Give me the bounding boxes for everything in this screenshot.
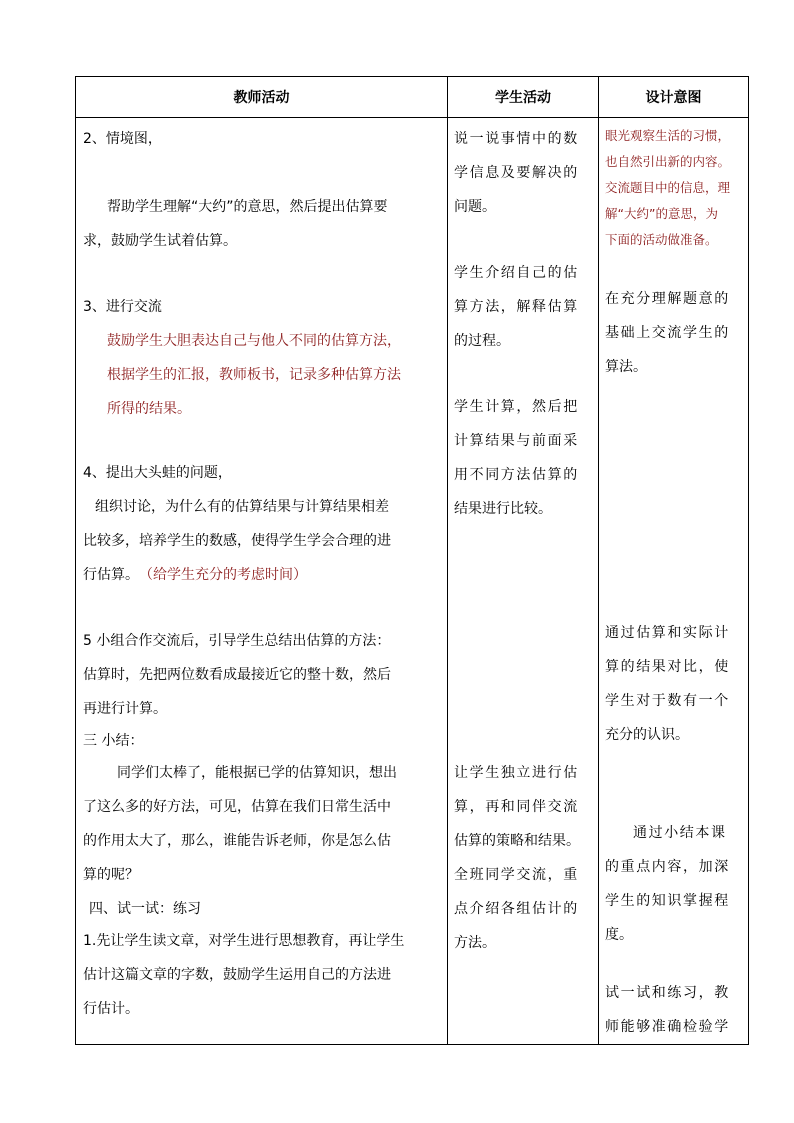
student-line: 学生介绍自己的估 [454,265,579,281]
teacher-line: 所得的结果。 [107,401,191,417]
student-line: 的过程。 [454,333,510,349]
student-line: 说一说事情中的数 [454,131,579,147]
teacher-line: 再进行计算。 [83,701,167,717]
header-teacher-activity: 教师活动 [76,77,448,118]
teacher-line: 2、情境图， [83,131,162,147]
student-line: 学信息及要解决的 [454,165,579,181]
teacher-activity-cell [76,118,448,1045]
teacher-line: 估计这篇文章的字数，鼓励学生运用自己的方法进 [83,967,391,983]
teacher-line: 根据学生的汇报，教师板书，记录多种估算方法 [107,367,401,383]
teacher-line: 鼓励学生大胆表达自己与他人不同的估算方法， [107,333,401,349]
teacher-line-note: （给学生充分的考虑时间） [139,567,307,583]
design-line: 也自然引出新的内容。 [605,154,731,169]
teacher-line: 5 小组合作交流后，引导学生总结出估算的方法： [83,633,391,649]
lesson-plan-table [75,76,749,1045]
student-line: 算方法，解释估算 [454,299,579,315]
design-line: 学生对于数有一个 [605,693,730,709]
content-row [76,118,749,1045]
header-row [76,77,749,118]
design-line: 基础上交流学生的 [605,325,730,341]
student-line: 计算结果与前面采 [454,433,579,449]
teacher-line: 求，鼓励学生试着估算。 [83,233,237,249]
student-line: 结果进行比较。 [454,501,552,517]
design-line: 通过小结本课 [633,825,727,841]
design-line: 试一试和练习，教 [605,985,730,1001]
student-line: 全班同学交流，重 [454,867,579,883]
design-line: 算的结果对比，使 [605,659,730,675]
design-line: 充分的认识。 [605,727,689,743]
design-line: 解“大约”的意思，为 [605,206,718,221]
teacher-line: 行估计。 [83,1001,139,1017]
teacher-line: 估算时，先把两位数看成最接近它的整十数，然后 [83,667,391,683]
teacher-line: 四、试一试：练习 [89,901,201,917]
design-line: 眼光观察生活的习惯， [605,128,731,143]
student-line: 方法。 [454,935,496,951]
teacher-line: 算的呢？ [83,867,139,883]
design-line: 通过估算和实际计 [605,625,730,641]
design-line: 算法。 [605,359,647,375]
header-design-intent: 设计意图 [599,77,749,118]
teacher-line: 组织讨论，为什么有的估算结果与计算结果相差 [95,499,389,515]
teacher-line: 的作用太大了，那么，谁能告诉老师，你是怎么估 [83,833,391,849]
teacher-line: 1.先让学生读文章，对学生进行思想教育，再让学生 [83,933,405,949]
student-line: 学生计算，然后把 [454,399,579,415]
design-line: 的重点内容，加深 [605,859,730,875]
teacher-line: 行估算。 [83,567,139,583]
teacher-line: 三 小结： [83,733,144,749]
student-line: 估算的策略和结果。 [454,833,580,849]
design-line: 师能够准确检验学 [605,1019,730,1035]
header-student-activity: 学生活动 [448,77,599,118]
design-line: 学生的知识掌握程 [605,893,730,909]
design-line: 在充分理解题意的 [605,291,730,307]
design-intent-cell [599,118,749,1045]
design-line: 交流题目中的信息，理 [605,180,731,195]
teacher-line: 3、进行交流 [83,299,162,315]
teacher-line: 了这么多的好方法，可见，估算在我们日常生活中 [83,799,391,815]
design-line: 下面的活动做准备。 [605,232,718,247]
student-line: 算，再和同伴交流 [454,799,579,815]
student-line: 点介绍各组估计的 [454,901,579,917]
teacher-line: 4、提出大头蛙的问题， [83,465,232,481]
teacher-line: 帮助学生理解“大约”的意思，然后提出估算要 [107,199,388,215]
student-line: 问题。 [454,199,496,215]
student-line: 用不同方法估算的 [454,467,579,483]
design-line: 度。 [605,927,633,943]
teacher-line: 同学们太棒了，能根据已学的估算知识，想出 [117,765,397,781]
student-activity-cell [448,118,599,1045]
teacher-line: 比较多，培养学生的数感，使得学生学会合理的进 [83,533,391,549]
student-line: 让学生独立进行估 [454,765,579,781]
